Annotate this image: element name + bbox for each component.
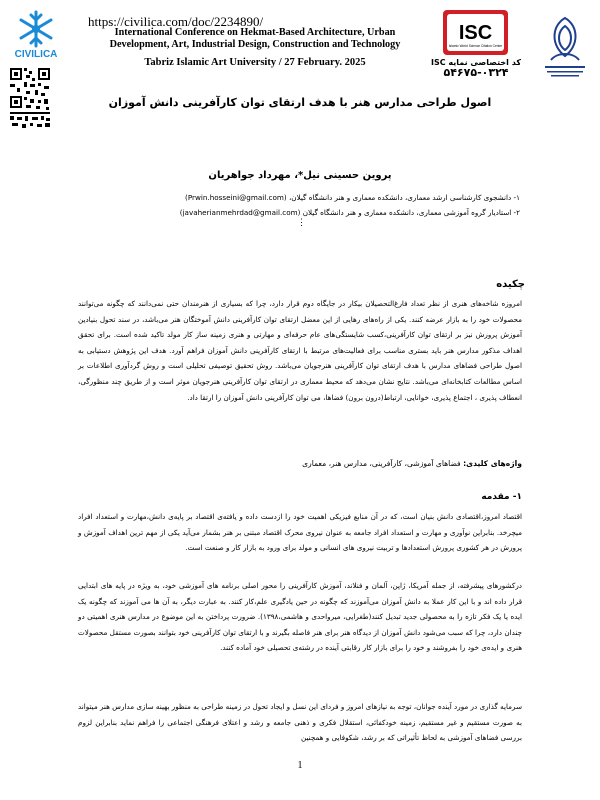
paper-authors: پروین حسینی نیل*، مهرداد جواهریان [208, 170, 392, 181]
isc-logo-label: ISC [458, 22, 493, 44]
keywords-list: فضاهای آموزشی، کارآفرینی، مدارس هنر، معماری [302, 459, 464, 468]
paper-title: اصول طراحی مدارس هنر با هدف ارتقای توان کارآفرینی دانش آموزان [108, 96, 492, 109]
page-number: 1 [297, 760, 303, 771]
affiliation-2: ۲- استادیار گروه آموزشی معماری، دانشکده معماری و هنر دانشگاه گیلان (javaherianmehrdad@gmail.com) [179, 208, 520, 217]
isc-logo [442, 9, 509, 56]
keywords [78, 459, 522, 468]
keywords-label: واژه‌های کلیدی: [463, 459, 522, 468]
abstract-text [78, 296, 522, 405]
conference-title-line1: International Conference on Hekmat-Based Architecture, Urban [114, 27, 396, 38]
civilica-logo [4, 8, 68, 60]
vertical-dots: ⋮ [297, 218, 306, 228]
affiliation-1: ۱- دانشجوی کارشناسی ارشد معماری، دانشکده معماری و هنر دانشگاه گیلان، (Prwin.hosseini@gmail.com) [185, 193, 520, 202]
civilica-label: CIVILICA [14, 49, 58, 60]
introduction-paragraph-2 [78, 578, 522, 656]
introduction-paragraph-1 [78, 509, 522, 556]
qr-code-icon [8, 66, 52, 130]
isc-logo-subtitle: Islamic World Science Citation Center [448, 44, 503, 48]
abstract-heading: چکیده [496, 279, 525, 290]
introduction-heading: ۱- مقدمه [481, 492, 522, 502]
conference-venue-date: Tabriz Islamic Art University / 27 February. 2025 [144, 57, 366, 68]
document-url-link[interactable]: https://civilica.com/doc/2234890/ [88, 14, 264, 29]
isc-code-label: کد اختصاصی نمایه ISC [431, 58, 521, 67]
paragraph-text: اقتصاد امروز،اقتصادی دانش بنیان است، که در آن منابع فیزیکی اهمیت خود را ازدست داده و یافته‌ی اقتصاد بر پایه‌ی دانش،مهارت و استعداد افراد میچرخد. بنابراین نوآوری و مهارت و استعداد افراد جامعه به عنوان نیروی محرک اقتصاد مبتنی بر هنر بشمار می‌آید یکی از مهم ترین اهداف آموزش و پرورش در هر کشوری پرورش استعدادها و تربیت نیروی های انسانی و مولد برای ورود به بازار کار و صنعت است. [78, 512, 522, 553]
paragraph-text: سرمایه گذاری در مورد آینده جوانان، توجه به نیازهای امروز و فردای این نسل و ایجاد تحول در زمینه طراحی به منظور بهینه سازی مدارس هنر میتواند به صورت مستقیم و غیر مستقیم، زمینه خودکفائی، استقلال فکری و ذهنی جامعه و رشد و اعتلای فرهنگی اجتماعی را فراهم نماید بنابراین لزوم بررسی فضاهای آموزشی به لحاظ تأثیراتی که بر رشد، شکوفایی و همچنین [78, 702, 522, 743]
isc-code-number: ۵۴۶۷۵-۰۳۲۴ [443, 66, 509, 79]
introduction-paragraph-3 [78, 699, 522, 746]
snowflake-icon [4, 8, 68, 60]
abstract-paragraph: امروزه شاخه‌های هنری از نظر تعداد فارغ‌التحصیلان بیکار در جایگاه دوم قرار دارد، چرا که بسیاری از هنرمندان حتی نمی‌دانند که چگونه می‌توانند محصولات خود را به بازار عرضه کنند. یکی از راه‌های رهایی از این معضل ارتقای توان کارآفرینی دانش آموختگان هنر می‌باشد، در سند تحول بنیادین آموزش پرورش نیز بر ارتقای توان کارآفرینی،کسب شایستگی‌های عام حرفه‌ای و مهارتی و هنری زمینه ساز کار مولد تاکید شده است. برای تحقق اهداف مذکور مدارس هنر باید بستری مناسب برای فعالیت‌های مرتبط با ارتقای کارآفرینی دانش آموزان فراهم آورد. هدف این پژوهش دستیابی به اصول طراحی فضاهای مدارس با هدف ارتقای توان کارآفرینی هنرجویان می‌باشد. روش تحقیق توصیفی تحلیلی است و روش گردآوری اطلاعات بر اساس مطالعات کتابخانه‌ای می‌باشد. نتایج نشان می‌دهد که محیط معماری در ارتقای توان کارآفرینی هنرجویان موثر است و از طریق چند منظورگی، انعطاف پذیری ، اجتماع پذیری، خوانایی، ارتباط(درون برون) فضاها، می توان کارآفرینی دانش آموزان را ارتقا داد. [78, 299, 522, 402]
tabriz-university-logo [535, 12, 595, 82]
conference-title-line2: Development, Art, Industrial Design, Construction and Technology [109, 39, 401, 50]
paragraph-text: درکشورهای پیشرفته، از جمله آمریکا، ژاپن، آلمان و فنلاند، آموزش کارآفرینی را محور اصلی برنامه های آموزشی خود، به ویژه در پایه های ابتدایی قرار داده اند و با این کار عملا به دانش آموزان می‌آموزند که چگونه در حین یادگیری علم،کار کنند. به عبارت دیگر، به آن ها می آموزند که چگونه یک ایده یا یک فکر تازه را به محصولی جدید تبدیل کنند(طغرایی، میرواحدی و هاشمی،۱۳۹۸). ضرورت پرداختن به این موضوع در مدارس هنری اهمیتی دو چندان دارد، چرا که سبب می‌شود دانش آموزان از دیدگاه هنر برای هنر فاصله بگیرند و با ارتقای توان کارآفرینی خود بتوانند بصورت مستقل محصولات هنری و ایده‌ی خود را بفروشند و خود را برای بازار کار رقابتی آینده در رشته‌ی تحصیلی خود آماده کنند. [78, 581, 522, 653]
